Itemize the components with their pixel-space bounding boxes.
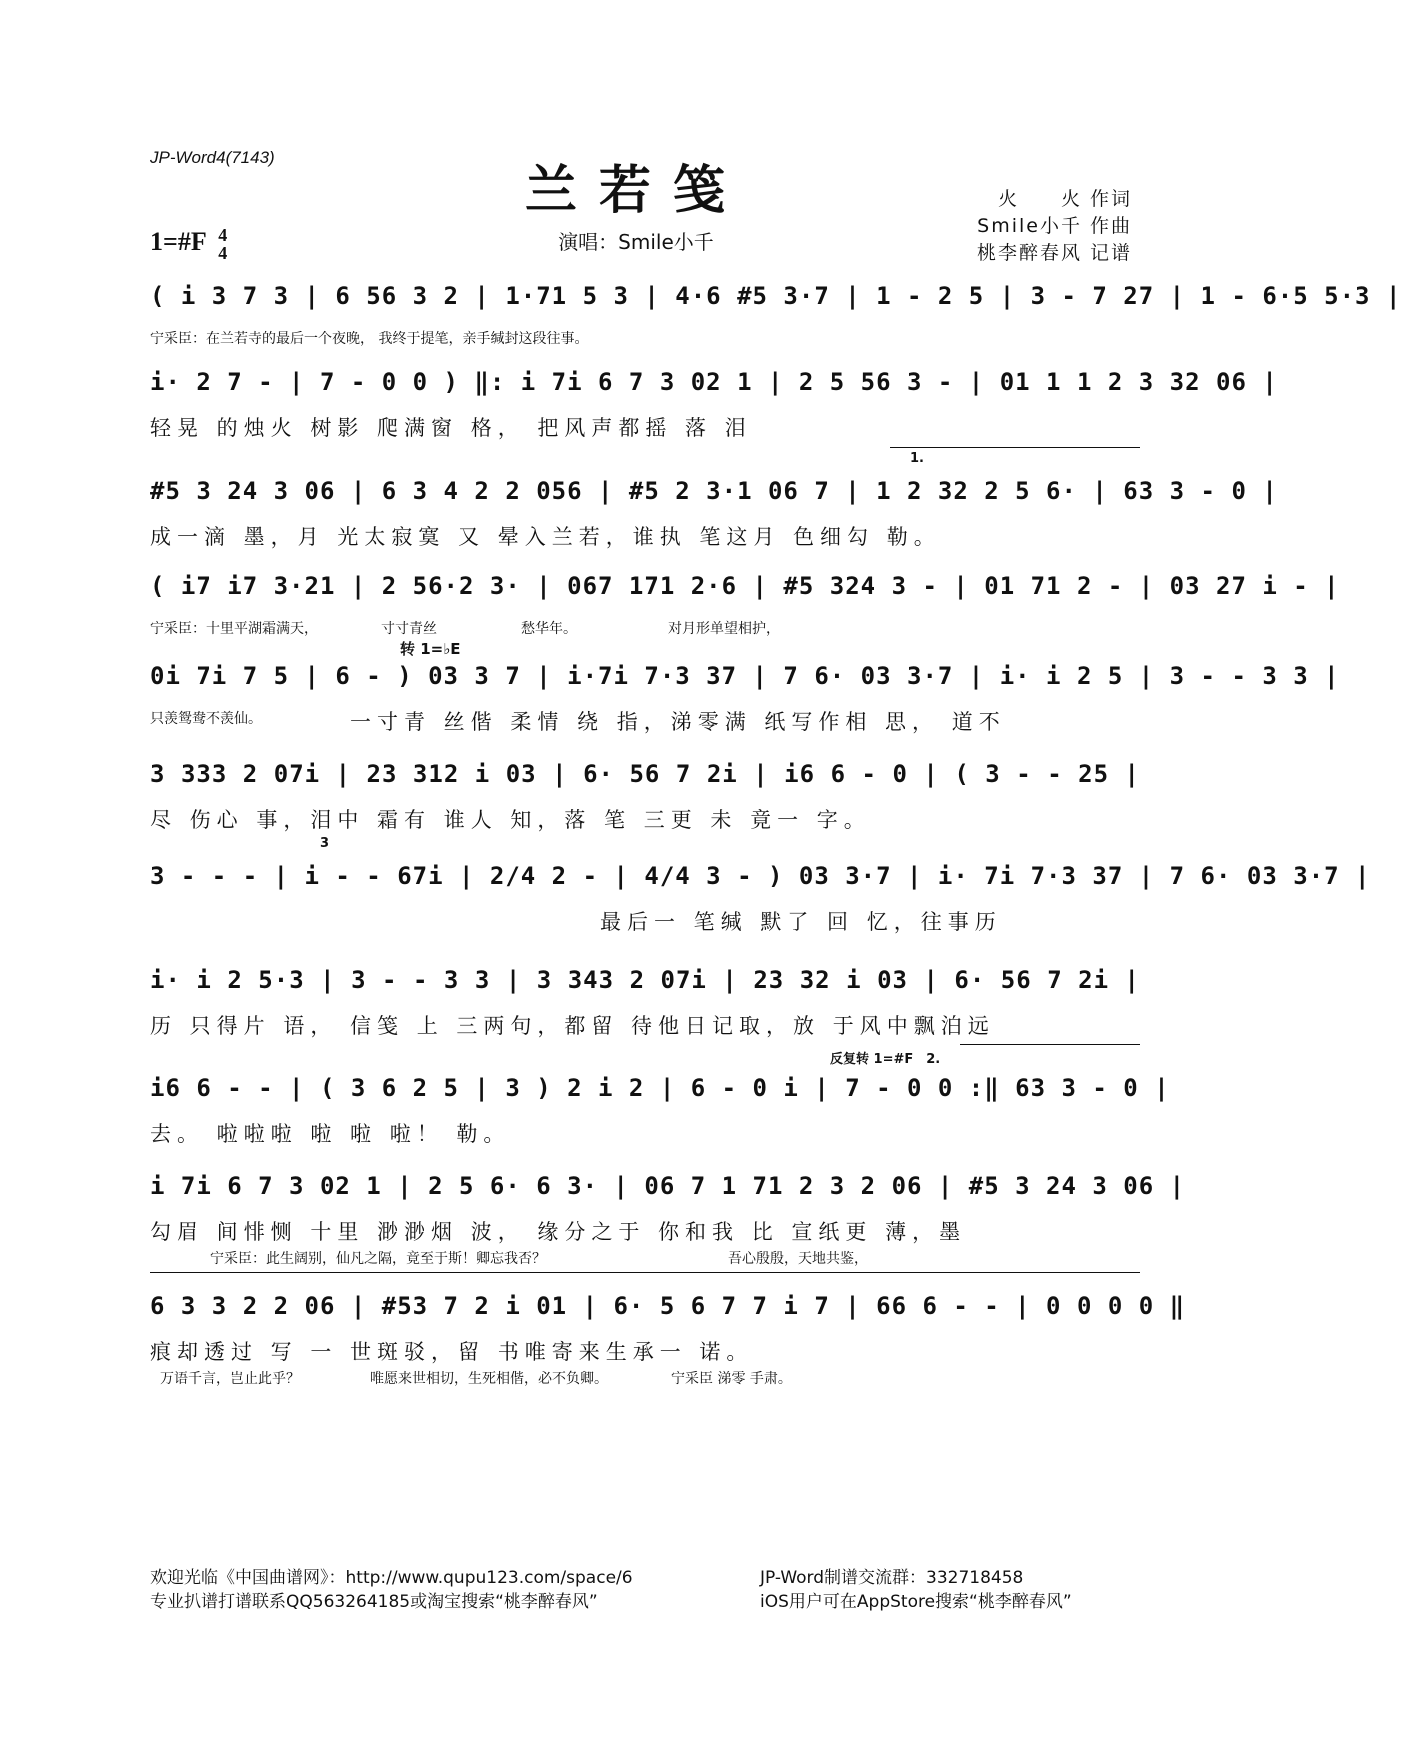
footer-group: JP-Word制谱交流群：332718458 xyxy=(760,1568,1024,1588)
narration-line: 宁采臣：在兰若寺的最后一个夜晚， 我终于提笔，亲手缄封这段往事。 xyxy=(150,331,589,347)
software-label: JP-Word4(7143) xyxy=(150,148,275,167)
lyric-line: 痕却透过 写 一 世斑驳，留 书唯寄来生承一 诺。 xyxy=(150,1340,754,1364)
score-row-6 xyxy=(150,760,1140,870)
footer-site-link[interactable]: 欢迎光临《中国曲谱网》：http://www.qupu123.com/space/6 xyxy=(150,1568,633,1588)
notation-line: i 7i 6 7 3 02 1 | 2 5 6· 6 3· | 06 7 1 71 2 3 2 06 | #5 3 24 3 06 | xyxy=(150,1172,1186,1200)
lyric-line: 一寸青 丝偕 柔情 绕 指，涕零满 纸写作相 思， 道不 xyxy=(350,710,1006,734)
time-top: 4 xyxy=(218,225,228,245)
repeat-key-mark: 反复转 1=#F 2. xyxy=(830,1052,941,1067)
narration-line: 只羡鸳鸯不羡仙。 xyxy=(150,711,262,727)
footer-left xyxy=(150,1566,633,1614)
key-text: 1=#F xyxy=(150,226,206,256)
time-bottom: 4 xyxy=(218,243,228,263)
notation-line: 6 3 3 2 2 06 | #53 7 2 i 01 | 6· 5 6 7 7 i 7 | 66 6 - - | 0 0 0 0 ‖ xyxy=(150,1292,1186,1320)
score-row-7 xyxy=(150,836,1371,972)
score-row-2 xyxy=(150,368,1278,478)
key-change-mark: 转 1=♭E xyxy=(400,640,461,658)
transcriber-credit: 桃李醉春风 记谱 xyxy=(976,242,1132,264)
footer-contact: 专业扒谱打谱联系QQ563264185或淘宝搜索“桃李醉春风” xyxy=(150,1592,598,1612)
lyric-line: 最后一 笔缄 默了 回 忆，往事历 xyxy=(600,910,1002,934)
notation-line: 3 - - - | i - - 67i | 2/4 2 - | 4/4 3 - ) 03 3·7 | i· 7i 7·3 37 | 7 6· 03 3·7 | xyxy=(150,862,1371,890)
song-title: 兰若笺 xyxy=(524,160,747,221)
notation-line: 0i 7i 7 5 | 6 - ) 03 3 7 | i·7i 7·3 37 | 7 6· 03 3·7 | i· i 2 5 | 3 - - 3 3 | xyxy=(150,662,1340,690)
score-row-5 xyxy=(150,640,1340,772)
credits-block xyxy=(977,186,1132,267)
score-row-11 xyxy=(150,1292,1186,1402)
score-row-8 xyxy=(150,966,1140,1076)
notation-line: ( i 3 7 3 | 6 56 3 2 | 1·71 5 3 | 4·6 #5 3·7 | 1 - 2 5 | 3 - 7 27 | 1 - 6·5 5·3 | xyxy=(150,282,1401,310)
score-row-10 xyxy=(150,1172,1186,1282)
footer-ios: iOS用户可在AppStore搜索“桃李醉春风” xyxy=(760,1592,1072,1612)
narration-line: 宁采臣：十里平湖霜满天， 寸寸青丝 愁华年。 对月形单望相护， xyxy=(150,621,780,637)
top-rule xyxy=(150,1272,1140,1273)
narration-line: 万语千言，岂止此乎？ 唯愿来世相切，生死相偕，必不负卿。 宁采臣 涕零 手肃。 xyxy=(160,1371,792,1387)
lyric-line: 勾眉 间悱恻 十里 渺渺烟 波， 缘分之于 你和我 比 宣纸更 薄，墨 xyxy=(150,1220,967,1244)
lyric-line: 尽 伤心 事，泪中 霜有 谁人 知，落 笔 三更 未 竟一 字。 xyxy=(150,808,871,832)
volta-line xyxy=(960,1044,1140,1045)
notation-line: #5 3 24 3 06 | 6 3 4 2 2 056 | #5 2 3·1 06 7 | 1 2 32 2 5 6· | 63 3 - 0 | xyxy=(150,477,1278,505)
volta-mark: 1. xyxy=(910,451,924,466)
lyric-line: 轻晃 的烛火 树影 爬满窗 格， 把风声都摇 落 泪 xyxy=(150,416,752,440)
notation-line: ( i7 i7 3·21 | 2 56·2 3· | 067 171 2·6 | #5 324 3 - | 01 71 2 - | 03 27 i - | xyxy=(150,572,1340,600)
lyric-line: 历 只得片 语， 信笺 上 三两句，都留 待他日记取，放 于风中飘泊远 xyxy=(150,1014,995,1038)
narration-line: 宁采臣：此生阔别，仙凡之隔，竟至于斯！卿忘我否？ 吾心殷殷，天地共鉴， xyxy=(210,1251,868,1267)
notation-line: i· 2 7 - | 7 - 0 0 ) ‖: i 7i 6 7 3 02 1 | 2 5 56 3 - | 01 1 1 2 3 32 06 | xyxy=(150,368,1278,396)
composer-credit: Smile小千 作曲 xyxy=(977,215,1132,237)
lyric-line: 去。 啦啦啦 啦 啦 啦！ 勒。 xyxy=(150,1122,511,1146)
lyricist-credit: 火 火 作词 xyxy=(997,188,1132,210)
notation-line: i· i 2 5·3 | 3 - - 3 3 | 3 343 2 07i | 23 32 i 03 | 6· 56 7 2i | xyxy=(150,966,1140,994)
lyric-line: 成一滴 墨，月 光太寂寞 又 晕入兰若，谁执 笔这月 色细勾 勒。 xyxy=(150,525,941,549)
notation-line: i6 6 - - | ( 3 6 2 5 | 3 ) 2 i 2 | 6 - 0 i | 7 - 0 0 :‖ 63 3 - 0 | xyxy=(150,1074,1170,1102)
triplet-mark: 3 xyxy=(320,836,330,851)
footer-right xyxy=(760,1566,1072,1614)
score-row-9 xyxy=(150,1052,1170,1184)
singer-credit: 演唱：Smile小千 xyxy=(558,230,714,254)
volta-line xyxy=(890,447,1140,448)
notation-line: 3 333 2 07i | 23 312 i 03 | 6· 56 7 2i | i6 6 - 0 | ( 3 - - 25 | xyxy=(150,760,1140,788)
